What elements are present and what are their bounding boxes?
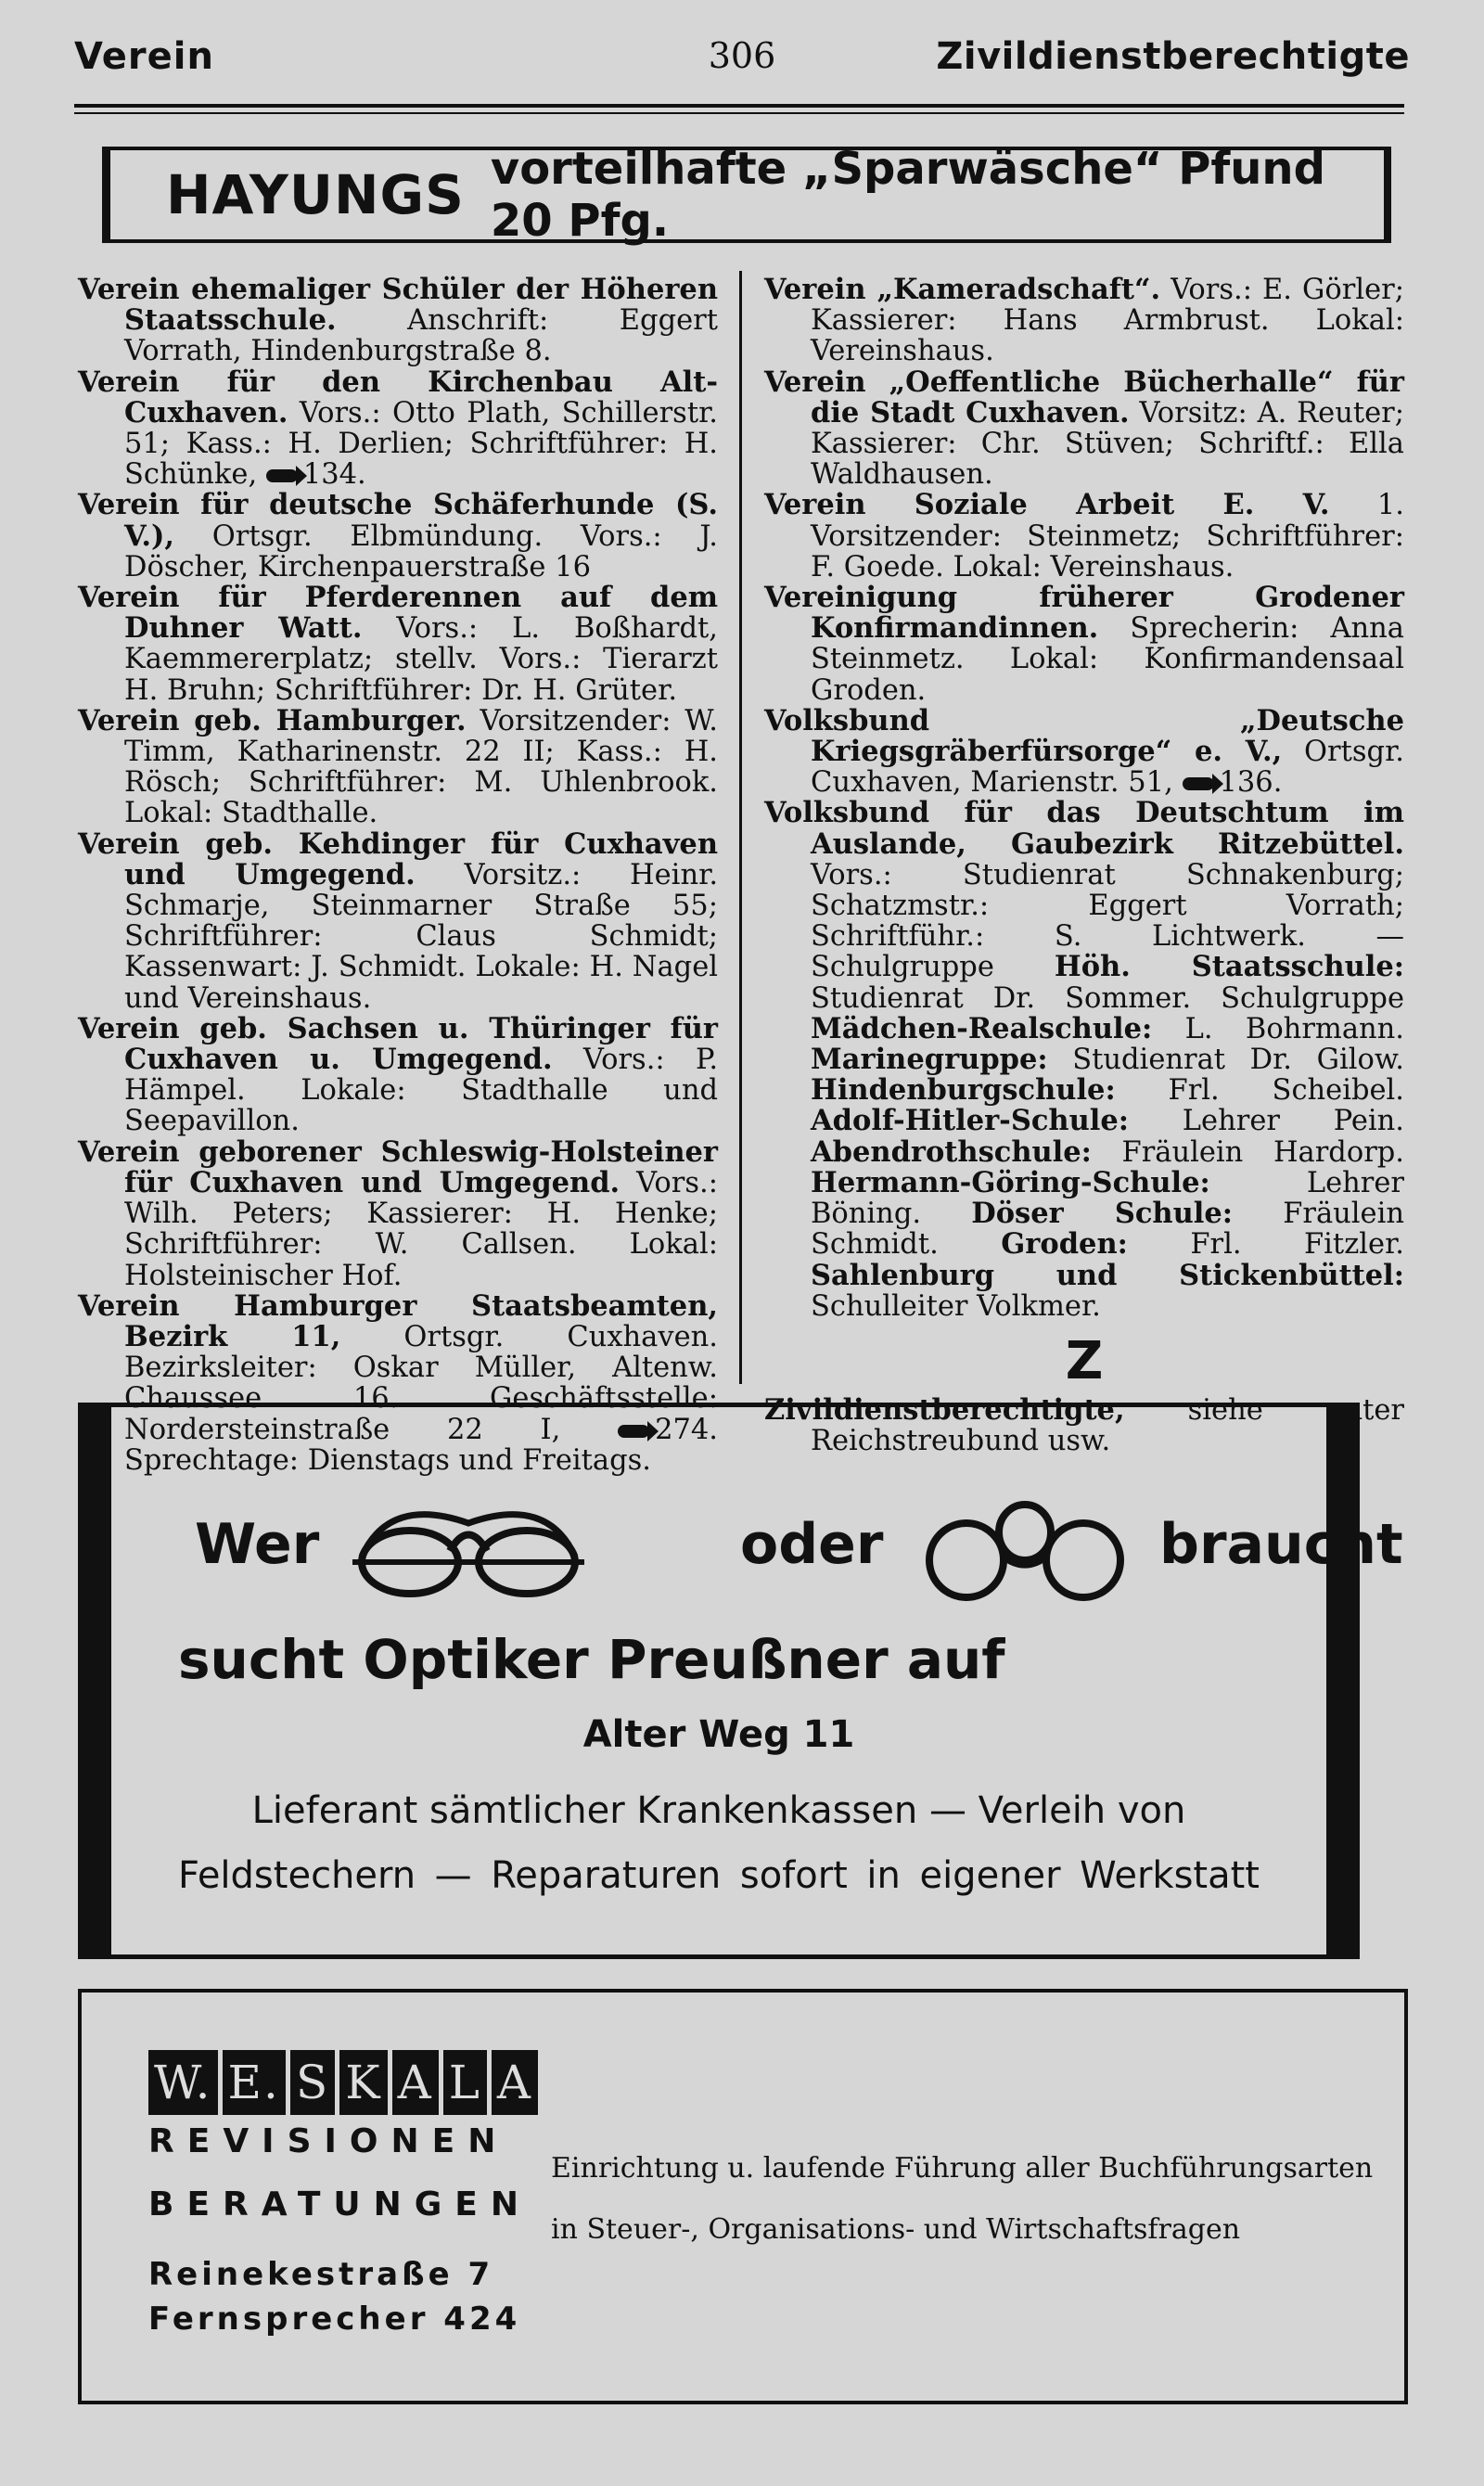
- optiker-services-line-2: Feldstechern — Reparaturen sofort in eigener Werkstatt: [178, 1854, 1260, 1897]
- word-wer: Wer: [195, 1512, 320, 1577]
- pince-nez-icon: [352, 1486, 584, 1607]
- entry-subtitle: Hindenburgschule:: [811, 1073, 1116, 1108]
- z-entry-title: Zivildienstberechtigte,: [764, 1393, 1125, 1428]
- right-column: [764, 275, 1404, 1457]
- skala-advertisement: [78, 1989, 1408, 2404]
- entry-text: Vors.: L. Boßhardt, Kaemmererplatz; stellv. Vors.: Tierarzt H. Bruhn; Schriftführer: Dr. H. Grüter.: [124, 612, 718, 707]
- entry-subtitle: Marinegruppe:: [811, 1043, 1048, 1077]
- entry-subtext: Schulleiter Volkmer.: [811, 1289, 1101, 1323]
- skala-logo: [148, 2050, 543, 2115]
- entry-title: Verein geb. Kehdinger für Cuxhaven und Umgegend.: [78, 827, 718, 891]
- entry-title: Verein „Kameradschaft“.: [764, 273, 1161, 306]
- directory-entry: [78, 703, 718, 830]
- entry-text: Ortsgr. Cuxhaven. Bezirksleiter: Oskar Müller, Altenw. Chaussee 16. Geschäftsstelle: Nordersteinstraße 22 I,: [124, 1320, 718, 1446]
- entry-title: Verein Soziale Arbeit E. V.: [764, 488, 1330, 522]
- running-header: [74, 35, 1410, 91]
- skala-logo-letter: K: [339, 2050, 387, 2115]
- directory-entry: [764, 798, 1404, 1321]
- skala-logo-letter: E.: [223, 2050, 286, 2115]
- skala-logo-letter: L: [443, 2050, 487, 2115]
- right-column-entries: [764, 275, 1404, 1322]
- entry-text: Vorsitz.: Heinr. Schmarje, Steinmarner Straße 55; Schriftführer: Claus Schmidt; Kassenwart: J. Schmidt. Lokale: H. Nagel und Vereinshaus.: [124, 858, 719, 1015]
- header-rule-thin: [74, 112, 1404, 114]
- entry-text: Vors.: Wilh. Peters; Kassierer: H. Henke; Schriftführer: W. Callsen. Lokal: Holsteinischer Hof.: [124, 1166, 718, 1292]
- entry-text-after: Sprechtage: Dienstags und Freitags.: [124, 1443, 651, 1477]
- directory-entry: [78, 490, 718, 583]
- entry-subtitle: Sahlenburg und Stickenbüttel:: [811, 1258, 1404, 1292]
- skala-revisionen: REVISIONEN: [148, 2122, 509, 2160]
- entry-title: Verein ehemaliger Schüler der Höheren Staatsschule.: [78, 273, 718, 338]
- entry-subtitle: Groden:: [1001, 1227, 1128, 1262]
- entry-text: Ortsgr. Elbmündung. Vors.: J. Döscher, Kirchenpauerstraße 16: [124, 519, 718, 583]
- word-oder: oder: [740, 1512, 884, 1577]
- entry-text: Sprecherin: Anna Steinmetz. Lokal: Konfirmandensaal Groden.: [811, 612, 1404, 707]
- directory-entry: [78, 583, 718, 706]
- column-divider: [739, 271, 742, 1384]
- spectacles-icon: [918, 1486, 1132, 1607]
- optiker-name-line: sucht Optiker Preußner auf: [178, 1628, 1005, 1691]
- entry-subtext: Fräulein Schmidt.: [811, 1198, 1404, 1262]
- page-number: 306: [708, 35, 776, 76]
- optiker-services-line-1: Lieferant sämtlicher Krankenkassen — Verleih von: [251, 1789, 1186, 1832]
- skala-logo-letter: W.: [148, 2050, 218, 2115]
- entry-subtext: Frl. Fitzler.: [1127, 1228, 1404, 1262]
- entry-title: Volksbund „Deutsche Kriegsgräberfürsorge“ e. V.,: [764, 703, 1404, 769]
- phone-number: 136.: [1219, 766, 1283, 800]
- entry-text: Vorsitz: A. Reuter; Kassierer: Chr. Stüven; Schriftf.: Ella Waldhausen.: [811, 396, 1404, 492]
- entry-text: 1. Vorsitzender: Steinmetz; Schriftführer: F. Goede. Lokal: Vereinshaus.: [811, 489, 1405, 583]
- entry-text: Vors.: P. Hämpel. Lokale: Stadthalle und Seepavillon.: [124, 1044, 719, 1138]
- entry-text: Ortsgr. Cuxhaven, Marienstr. 51,: [811, 736, 1404, 800]
- optiker-headline: [195, 1486, 1403, 1607]
- directory-entry: [764, 275, 1404, 367]
- entry-subtext: Frl. Scheibel.: [1115, 1074, 1404, 1108]
- entry-subtitle: Döser Schule:: [971, 1197, 1234, 1231]
- entry-subtext: L. Bohrmann.: [1152, 1012, 1404, 1045]
- entry-title: Verein für Pferderennen auf dem Duhner Watt.: [78, 581, 718, 646]
- word-braucht: braucht: [1159, 1512, 1403, 1577]
- skala-text-2: in Steuer-, Organisations- und Wirtschaftsfragen: [551, 2213, 1241, 2246]
- entry-subtitle: Abendrothschule:: [811, 1134, 1092, 1169]
- left-column: [78, 275, 718, 1476]
- entry-subtext: Lehrer Pein.: [1129, 1105, 1404, 1138]
- entry-text: Vorsitzender: W. Timm, Katharinenstr. 22 II; Kass.: H. Rösch; Schriftführer: M. Uhlenbrook. Lokal: Stadthalle.: [124, 704, 718, 830]
- skala-phone: Fernsprecher 424: [148, 2300, 521, 2338]
- entry-text: Vors.: Otto Plath, Schillerstr. 51; Kass.: H. Derlien; Schriftführer: H. Schünke,: [124, 396, 718, 492]
- telephone-icon: [266, 469, 298, 482]
- directory-entry: [78, 1011, 719, 1138]
- skala-street: Reinekestraße 7: [148, 2256, 494, 2293]
- optiker-address: Alter Weg 11: [582, 1713, 855, 1756]
- entry-text: Vors.: Studienrat Schnakenburg; Schatzmstr.: Eggert Vorrath; Schriftführ.: S. Lichtwerk. — Schulgruppe: [811, 858, 1404, 984]
- entry-subtitle: Mädchen-Realschule:: [811, 1011, 1153, 1045]
- directory-entry: [78, 275, 718, 367]
- entry-text: Vors.: E. Görler; Kassierer: Hans Armbrust. Lokal: Vereinshaus.: [811, 274, 1404, 368]
- optiker-advertisement: [78, 1403, 1403, 1959]
- entry-subtext: Studienrat Dr. Gilow.: [1047, 1044, 1404, 1077]
- skala-text-1: Einrichtung u. laufende Führung aller Buchführungsarten: [551, 2152, 1374, 2185]
- entry-subtitle: Adolf-Hitler-Schule:: [811, 1104, 1130, 1138]
- directory-entry: [78, 829, 718, 1014]
- entry-title: Verein geb. Sachsen u. Thüringer für Cuxhaven u. Umgegend.: [78, 1011, 718, 1077]
- entry-title: Verein geb. Hamburger.: [78, 703, 467, 737]
- entry-title: Verein geborener Schleswig-Holsteiner für Cuxhaven und Umgegend.: [78, 1134, 718, 1199]
- entry-subtext: Lehrer Böning.: [811, 1166, 1404, 1231]
- directory-entry: [78, 1134, 718, 1292]
- entry-title: Verein Hamburger Staatsbeamten, Bezirk 11,: [78, 1288, 718, 1353]
- entry-text: Anschrift: Eggert Vorrath, Hindenburgstraße 8.: [124, 304, 718, 368]
- hayungs-brand: HAYUNGS: [166, 163, 465, 226]
- phone-number: 274.: [655, 1413, 718, 1446]
- directory-entry: [764, 367, 1404, 491]
- skala-beratungen: BERATUNGEN: [148, 2185, 532, 2223]
- hayungs-advertisement: [102, 143, 1391, 247]
- hayungs-slogan: vorteilhafte „Sparwäsche“ Pfund 20 Pfg.: [490, 143, 1325, 247]
- entry-title: Vereinigung früherer Grodener Konfirmandinnen.: [764, 581, 1404, 646]
- header-rule: [74, 104, 1404, 108]
- entry-title: Verein „Oeffentliche Bücherhalle“ für die Stadt Cuxhaven.: [764, 365, 1404, 429]
- skala-logo-letter: A: [392, 2050, 439, 2115]
- skala-logo-letter: S: [290, 2050, 335, 2115]
- directory-entry: [764, 490, 1404, 583]
- entry-subtext: Studienrat Dr. Sommer. Schulgruppe: [811, 981, 1404, 1015]
- directory-entry: [764, 583, 1404, 706]
- directory-entry: [764, 703, 1404, 800]
- z-entry-text: siehe unter Reichstreubund usw.: [811, 1394, 1404, 1458]
- entry-subtitle: Höh. Staatsschule:: [1054, 950, 1404, 984]
- entry-title: Verein für den Kirchenbau Alt-Cuxhaven.: [78, 365, 718, 429]
- telephone-icon: [1183, 777, 1214, 790]
- header-right: Zivildienstberechtigte: [936, 35, 1410, 78]
- directory-entry: [78, 367, 718, 491]
- entry-title: Volksbund für das Deutschtum im Auslande, Gaubezirk Ritzebüttel.: [764, 796, 1404, 861]
- entry-title: Verein für deutsche Schäferhunde (S. V.),: [78, 488, 718, 553]
- header-left: Verein: [74, 35, 214, 78]
- phone-number: 134.: [302, 458, 366, 492]
- section-letter: Z: [1065, 1330, 1104, 1391]
- entry-subtitle: Hermann-Göring-Schule:: [811, 1165, 1210, 1199]
- entry-subtext: Fräulein Hardorp.: [1091, 1135, 1404, 1169]
- skala-logo-letter: A: [492, 2050, 538, 2115]
